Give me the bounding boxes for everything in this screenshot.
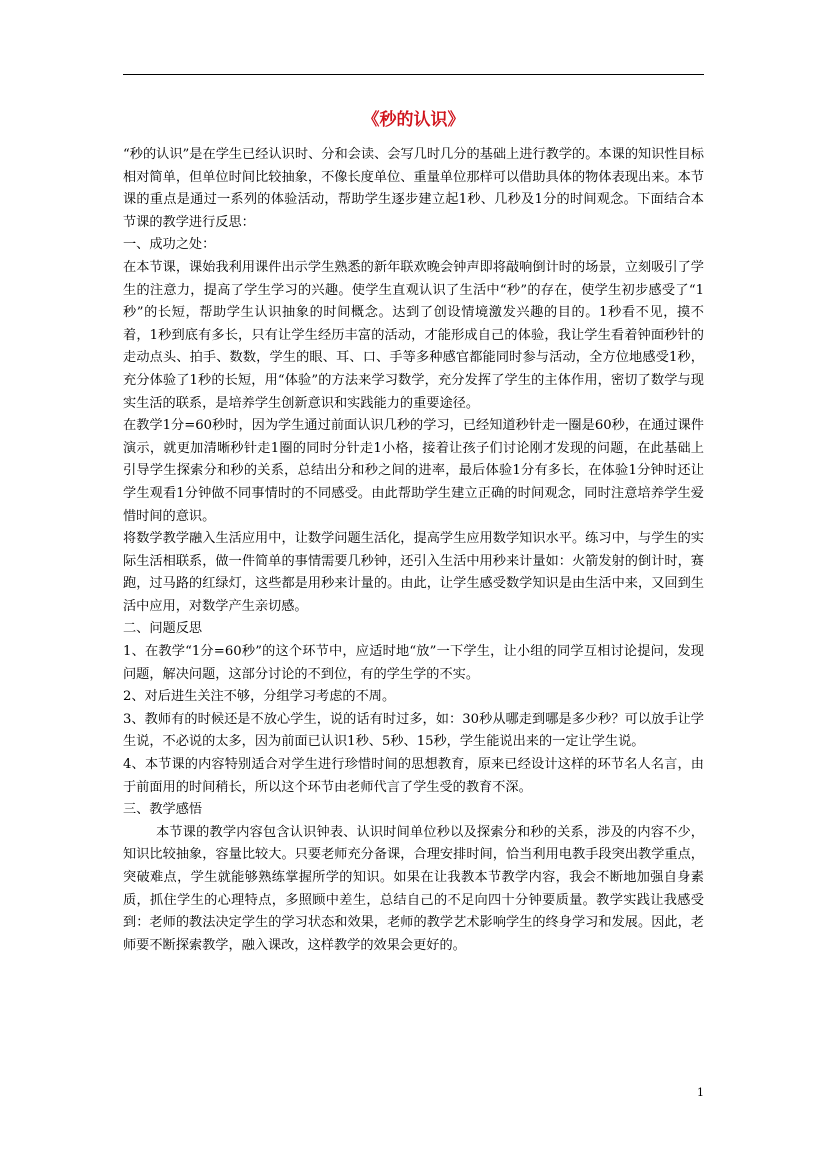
section-heading-problems: 二、问题反思 [123,621,203,637]
section-heading-success: 一、成功之处： [123,237,216,253]
success-paragraph-3: 将数学教学融入生活应用中，让数学问题生活化，提高学生应用数学知识水平。练习中，与学生的实际生活相联系，做一件简单的事情需要几秒钟，还引入生活中用秒来计量如：火箭发射的倒计时，赛跑，过马路的红绿灯，这些都是用秒来计量的。由此，让学生感受数学知识是由生活中来，又回到生活中应用，对数学产生亲切感。 [123,531,704,614]
problem-item-2: 2、对后进生关注不够，分组学习考虑的不周。 [123,689,396,705]
page-number: 1 [697,1086,704,1099]
insights-paragraph: 本节课的教学内容包含认识钟表、认识时间单位秒以及探索分和秒的关系，涉及的内容不少，知识比较抽象，容量比较大。只要老师充分备课，合理安排时间，恰当利用电教手段突出教学重点，突破难点，学生就能够熟练掌握所学的知识。如果在让我教本节教学内容，我会不断地加强自身素质，抓住学生的心理特点，多照顾中差生，总结自己的不足向四十分钟要质量。教学实践让我感受到：老师的教法决定学生的学习状态和效果，老师的教学艺术影响学生的终身学习和发展。因此，老师要不断探索教学，融入课改，这样教学的效果会更好的。 [123,824,704,953]
success-paragraph-2: 在教学1分=60秒时，因为学生通过前面认识几秒的学习，已经知道秒针走一圈是60秒，在通过课件演示，就更加清晰秒针走1圈的同时分针走1小格，接着让孩子们讨论刚才发现的问题，在此基础上引导学生探索分和秒的关系，总结出分和秒之间的进率，最后体验1分有多长，在体验1分钟时还让学生观看1分钟做不同事情时的不同感受。由此帮助学生建立正确的时间观念，同时注意培养学生爱惜时间的意识。 [123,418,704,524]
document-body [123,144,704,957]
success-paragraph-1: 在本节课，课始我利用课件出示学生熟悉的新年联欢晚会钟声即将敲响倒计时的场景，立刻吸引了学生的注意力，提高了学生学习的兴趣。使学生直观认识了生活中“秒”的存在，使学生初步感受了“1秒”的长短，帮助学生认识抽象的时间概念。达到了创设情境激发兴趣的目的。1秒看不见，摸不着，1秒到底有多长，只有让学生经历丰富的活动，才能形成自己的体验，我让学生看着钟面秒针的走动点头、拍手、数数，学生的眼、耳、口、手等多种感官都能同时参与活动，全方位地感受1秒，充分体验了1秒的长短，用“体验”的方法来学习数学，充分发挥了学生的主体作用，密切了数学与现实生活的联系，是培养学生创新意识和实践能力的重要途径。 [123,259,704,411]
section-heading-insights: 三、教学感悟 [123,802,203,818]
problem-item-4: 4、本节课的内容特别适合对学生进行珍惜时间的思想教育，原来已经设计这样的环节名人名言，由于前面用的时间稍长，所以这个环节由老师代言了学生受的教育不深。 [123,757,704,795]
header-rule [123,74,704,75]
intro-paragraph: “秒的认识”是在学生已经认识时、分和会读、会写几时几分的基础上进行教学的。本课的知识性目标相对简单，但单位时间比较抽象，不像长度单位、重量单位那样可以借助具体的物体表现出来。本节课的重点是通过一系列的体验活动，帮助学生逐步建立起1秒、几秒及1分的时间观念。下面结合本节课的教学进行反思： [123,147,704,230]
document-title: 《秒的认识》 [362,110,465,130]
problem-item-1: 1、在教学“1分=60秒”的这个环节中，应适时地“放”一下学生，让小组的同学互相讨论提问，发现问题，解决问题，这部分讨论的不到位，有的学生学的不实。 [123,644,704,682]
problem-item-3: 3、教师有的时候还是不放心学生，说的话有时过多，如：30秒从哪走到哪是多少秒？可以放手让学生说，不必说的太多，因为前面已认识1秒、5秒、15秒，学生能说出来的一定让学生说。 [123,711,704,750]
